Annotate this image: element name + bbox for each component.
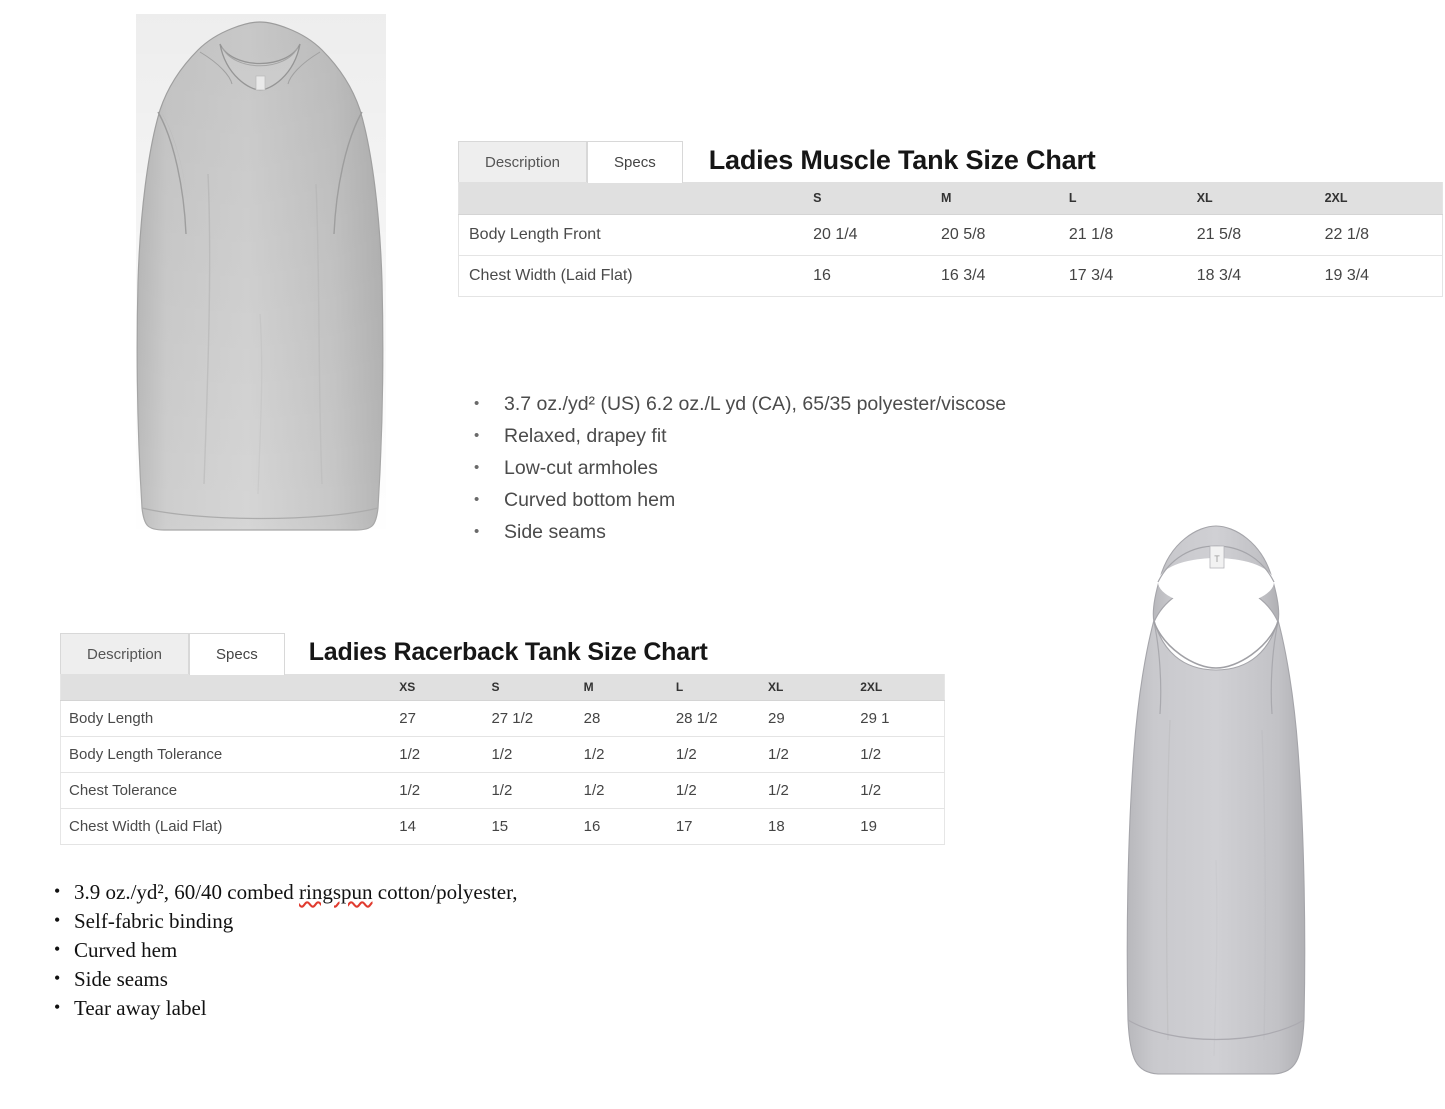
racerback-tank-feature-list (52, 882, 672, 1027)
list-item (52, 969, 672, 990)
col-head-xl: XL (760, 674, 852, 701)
muscle-chart-title: Ladies Muscle Tank Size Chart (708, 145, 1096, 175)
cell-chest-width-l: 17 (668, 809, 760, 845)
col-head-s: S (803, 182, 931, 215)
bullet-icon: • (54, 910, 61, 930)
cell-body-length-tol-s: 1/2 (483, 737, 575, 773)
cell-chest-tol-s: 1/2 (483, 773, 575, 809)
cell-body-length-tol-2xl: 1/2 (852, 737, 944, 773)
col-head-2xl: 2XL (1315, 182, 1443, 215)
tab-specs-racerback[interactable]: Specs (189, 633, 285, 675)
bullet-icon: • (54, 939, 61, 959)
feature-text: Side seams (504, 521, 606, 543)
cell-chest-width-m: 16 3/4 (931, 256, 1059, 297)
muscle-specs-table (458, 182, 1443, 297)
feature-text: 3.7 oz./yd² (US) 6.2 oz./L yd (CA), 65/35 polyester/viscose (504, 393, 1007, 415)
row-label-body-length: Body Length (61, 701, 392, 737)
cell-body-length-tol-m: 1/2 (576, 737, 668, 773)
cell-chest-width-2xl: 19 (852, 809, 944, 845)
cell-body-length-front-s: 20 1/4 (803, 215, 931, 256)
racerback-specs-table (60, 674, 945, 845)
list-item (466, 427, 1166, 447)
cell-chest-width-m: 16 (576, 809, 668, 845)
muscle-chart-tabs (458, 140, 1443, 182)
col-head-2xl: 2XL (852, 674, 944, 701)
list-item (466, 491, 1166, 511)
feature-text-before: 3.9 oz./yd², 60/40 combed (74, 880, 300, 904)
list-item (52, 940, 672, 961)
col-head-s: S (483, 674, 575, 701)
table-row (459, 215, 1443, 256)
muscle-tank-feature-list (466, 395, 1166, 555)
svg-text:T: T (1214, 554, 1220, 564)
cell-chest-tol-xs: 1/2 (391, 773, 483, 809)
cell-chest-tol-2xl: 1/2 (852, 773, 944, 809)
cell-chest-width-s: 16 (803, 256, 931, 297)
feature-text: Self-fabric binding (74, 909, 234, 933)
cell-chest-tol-xl: 1/2 (760, 773, 852, 809)
table-header-row (61, 674, 945, 701)
bullet-icon: • (474, 523, 480, 540)
col-head-blank (459, 182, 804, 215)
list-item (466, 459, 1166, 479)
cell-chest-width-xl: 18 (760, 809, 852, 845)
feature-text: Side seams (74, 967, 168, 991)
cell-chest-width-xs: 14 (391, 809, 483, 845)
muscle-tank-size-chart (458, 140, 1443, 297)
cell-chest-width-s: 15 (483, 809, 575, 845)
list-item (52, 998, 672, 1019)
row-label-chest-width: Chest Width (Laid Flat) (61, 809, 392, 845)
table-row (61, 809, 945, 845)
feature-text: Curved bottom hem (504, 489, 676, 511)
list-item (52, 911, 672, 932)
cell-body-length-2xl: 29 1 (852, 701, 944, 737)
cell-chest-width-l: 17 3/4 (1059, 256, 1187, 297)
feature-text: Relaxed, drapey fit (504, 425, 667, 447)
row-label-chest-tolerance: Chest Tolerance (61, 773, 392, 809)
bullet-icon: • (474, 459, 480, 476)
col-head-m: M (931, 182, 1059, 215)
col-head-xl: XL (1187, 182, 1315, 215)
table-row (61, 773, 945, 809)
bullet-icon: • (474, 395, 480, 412)
col-head-m: M (576, 674, 668, 701)
row-label-body-length-tolerance: Body Length Tolerance (61, 737, 392, 773)
table-row (61, 701, 945, 737)
cell-body-length-s: 27 1/2 (483, 701, 575, 737)
racerback-chart-tabs (60, 632, 945, 674)
cell-body-length-tol-xl: 1/2 (760, 737, 852, 773)
feature-text-after: cotton/polyester, (372, 880, 518, 904)
feature-text-misspelled: ringspun (299, 880, 373, 904)
tab-specs-muscle[interactable]: Specs (587, 141, 683, 183)
racerback-tank-image (1042, 500, 1390, 1100)
table-row (61, 737, 945, 773)
bullet-icon: • (54, 997, 61, 1017)
feature-text: Low-cut armholes (504, 457, 658, 479)
feature-text: Tear away label (74, 996, 207, 1020)
cell-chest-tol-m: 1/2 (576, 773, 668, 809)
bullet-icon: • (54, 881, 61, 901)
feature-text: Curved hem (74, 938, 178, 962)
list-item (52, 882, 672, 903)
cell-body-length-front-2xl: 22 1/8 (1315, 215, 1443, 256)
bullet-icon: • (474, 427, 480, 444)
col-head-l: L (668, 674, 760, 701)
table-row (459, 256, 1443, 297)
racerback-tank-size-chart (60, 632, 945, 845)
table-header-row (459, 182, 1443, 215)
cell-body-length-xl: 29 (760, 701, 852, 737)
bullet-icon: • (474, 491, 480, 508)
col-head-blank (61, 674, 392, 701)
cell-body-length-l: 28 1/2 (668, 701, 760, 737)
cell-body-length-tol-l: 1/2 (668, 737, 760, 773)
cell-chest-tol-l: 1/2 (668, 773, 760, 809)
racerback-chart-title: Ladies Racerback Tank Size Chart (308, 638, 708, 666)
cell-body-length-tol-xs: 1/2 (391, 737, 483, 773)
list-item (466, 523, 1166, 543)
row-label-chest-width: Chest Width (Laid Flat) (459, 256, 804, 297)
cell-body-length-m: 28 (576, 701, 668, 737)
col-head-xs: XS (391, 674, 483, 701)
bullet-icon: • (54, 968, 61, 988)
cell-body-length-front-l: 21 1/8 (1059, 215, 1187, 256)
cell-body-length-front-xl: 21 5/8 (1187, 215, 1315, 256)
cell-chest-width-2xl: 19 3/4 (1315, 256, 1443, 297)
muscle-tank-image (80, 14, 440, 544)
tab-description-racerback[interactable]: Description (60, 633, 189, 674)
cell-chest-width-xl: 18 3/4 (1187, 256, 1315, 297)
list-item (466, 395, 1166, 415)
row-label-body-length-front: Body Length Front (459, 215, 804, 256)
cell-body-length-front-m: 20 5/8 (931, 215, 1059, 256)
col-head-l: L (1059, 182, 1187, 215)
cell-body-length-xs: 27 (391, 701, 483, 737)
tab-description-muscle[interactable]: Description (458, 141, 587, 182)
